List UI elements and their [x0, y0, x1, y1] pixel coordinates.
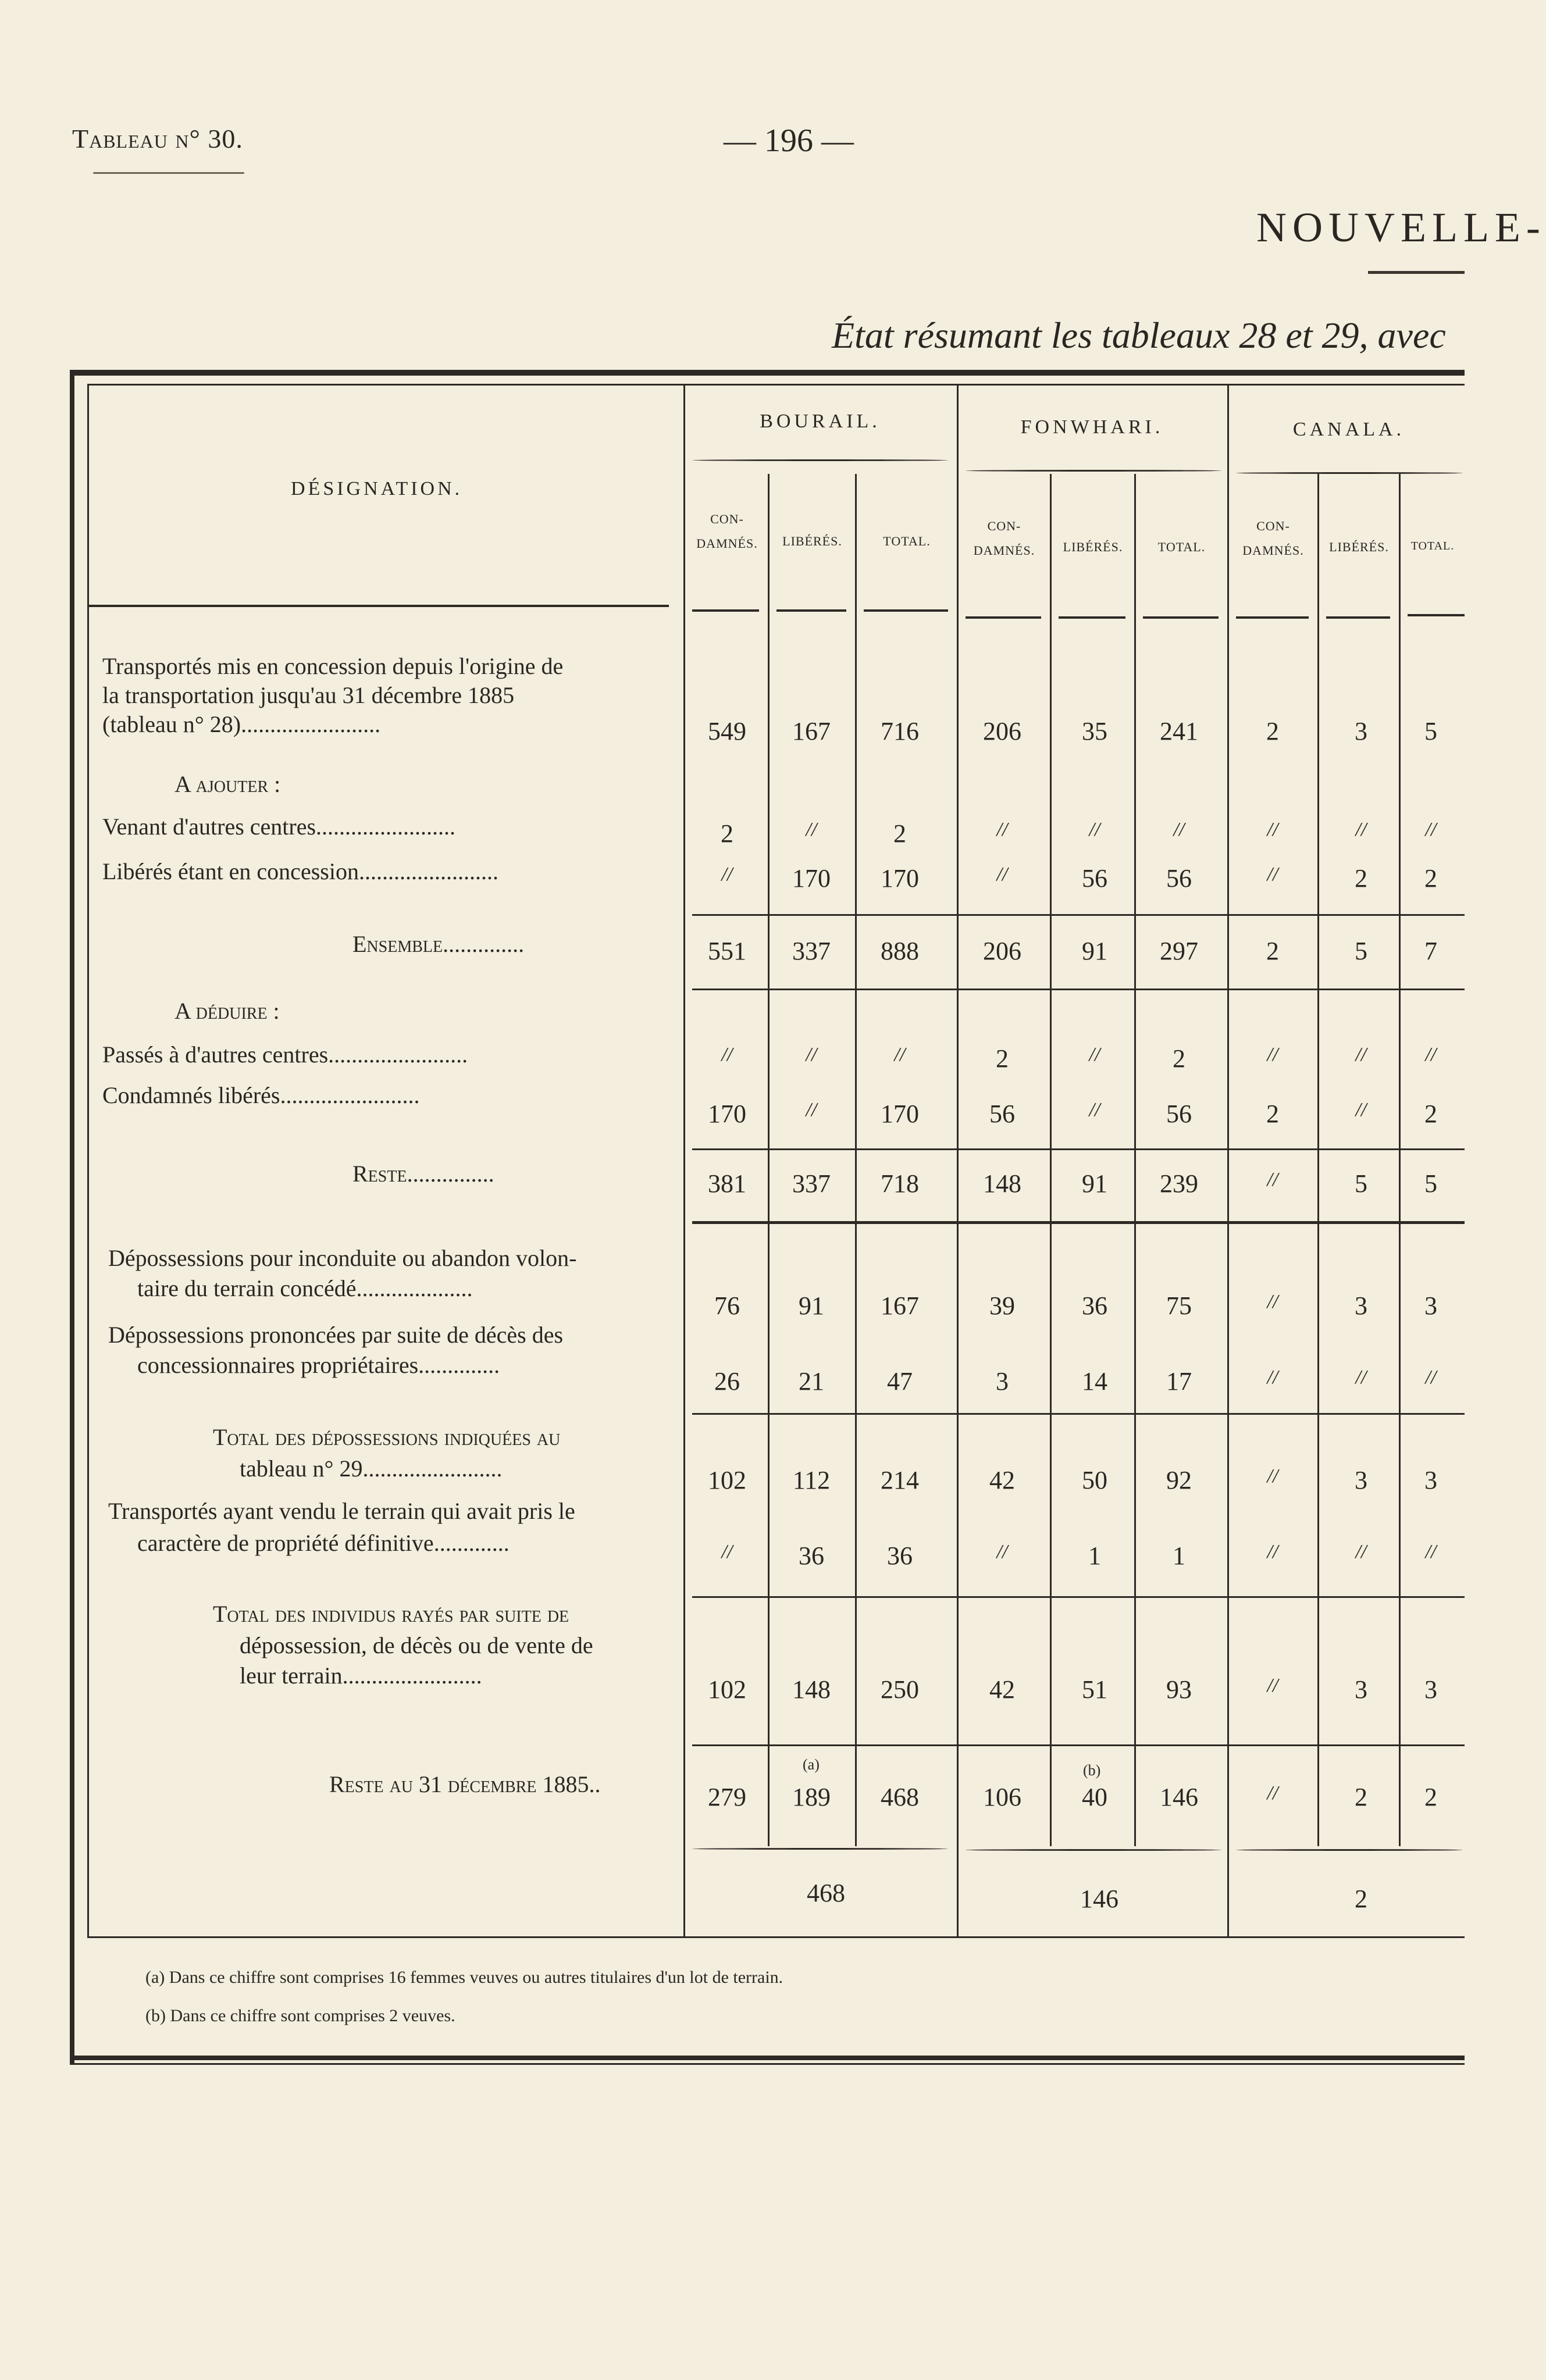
designation-left-line [87, 384, 89, 1936]
group-header-bourail: BOURAIL. [760, 411, 881, 432]
table-cell: // [996, 1541, 1008, 1562]
sub-header-total: TOTAL. [883, 534, 931, 548]
col-line [683, 384, 685, 1936]
table-cell: 170 [881, 1100, 919, 1128]
table-cell: 36 [887, 1542, 913, 1570]
table-label-rule [93, 172, 244, 174]
subtotal-rule [692, 1148, 1465, 1150]
table-cell: 56 [1082, 864, 1107, 893]
table-cell: 337 [792, 937, 831, 965]
col-dash [1408, 614, 1465, 616]
table-cell: 551 [708, 937, 746, 965]
table-subtitle: État résumant les tableaux 28 et 29, avec [832, 315, 1446, 356]
col-line [1317, 474, 1319, 1846]
row-label: tableau n° 29........................ [240, 1455, 503, 1482]
table-cell: // [1355, 1099, 1367, 1121]
table-cell: // [894, 1044, 906, 1065]
table-cell: 718 [881, 1169, 919, 1198]
table-cell: // [1089, 819, 1100, 840]
table-cell: // [1355, 819, 1367, 840]
table-cell: 2 [1355, 864, 1367, 893]
table-cell: 40 [1082, 1783, 1107, 1811]
brace-total-canala [1236, 1849, 1463, 1851]
table-cell: // [721, 1541, 733, 1562]
table-cell: // [721, 1044, 733, 1065]
subtotal-rule [692, 1744, 1465, 1746]
row-label: Dépossessions pour inconduite ou abandon volon- [108, 1245, 577, 1271]
row-label-reste: Reste............... [352, 1161, 494, 1187]
table-cell: 91 [1082, 1169, 1107, 1198]
row-label-ensemble: Ensemble.............. [352, 931, 525, 957]
table-cell: 47 [887, 1367, 913, 1396]
table-cell: 2 [1266, 937, 1279, 965]
table-cell: 102 [708, 1466, 746, 1494]
table-cell: 241 [1160, 717, 1198, 745]
designation-header: DÉSIGNATION. [291, 478, 463, 499]
table-cell: 14 [1082, 1367, 1107, 1396]
sub-header-liberes: LIBÉRÉS. [1063, 540, 1123, 554]
table-cell: 56 [989, 1100, 1015, 1128]
table-cell: // [1267, 1169, 1278, 1190]
table-cell: 337 [792, 1169, 831, 1198]
table-cell: 2 [1424, 864, 1437, 893]
table-cell: 56 [1166, 1100, 1192, 1128]
table-cell: 250 [881, 1675, 919, 1704]
table-cell: // [1355, 1044, 1367, 1065]
table-cell: 21 [799, 1367, 824, 1396]
table-cell: 5 [1355, 937, 1367, 965]
table-cell: 93 [1166, 1675, 1192, 1704]
page-bottom-rule [70, 2056, 1465, 2060]
table-cell: 102 [708, 1675, 746, 1704]
table-cell: 3 [1424, 1675, 1437, 1704]
table-cell: 35 [1082, 717, 1107, 745]
table-cell: 1 [1088, 1542, 1101, 1570]
col-dash [966, 616, 1041, 619]
table-cell: 167 [792, 717, 831, 745]
table-cell: 148 [983, 1169, 1021, 1198]
table-cell: // [1267, 1782, 1278, 1804]
table-cell: // [1267, 1465, 1278, 1487]
subtotal-rule [692, 1413, 1465, 1415]
note-mark-b: (b) [1083, 1762, 1101, 1779]
table-cell: // [1355, 1366, 1367, 1388]
table-cell: 1 [1173, 1542, 1185, 1570]
sub-header-condamnes: CON- DAMNÉS. [973, 519, 1035, 558]
table-cell: 5 [1355, 1169, 1367, 1198]
table-cell: 91 [799, 1291, 824, 1320]
table-cell: 3 [1355, 717, 1367, 745]
table-cell: // [806, 1099, 817, 1121]
page-number: — 196 — [724, 123, 854, 159]
row-label: taire du terrain concédé.................... [137, 1275, 473, 1301]
region-rule [1368, 271, 1465, 274]
table-cell: // [1425, 819, 1437, 840]
subtotal-rule [692, 1596, 1465, 1598]
brace-bourail [692, 459, 948, 461]
table-cell: 5 [1424, 1169, 1437, 1198]
table-cell: 239 [1160, 1169, 1198, 1198]
sub-header-condamnes: CON- DAMNÉS. [696, 512, 758, 551]
section-label-add: A ajouter : [174, 771, 281, 797]
table-frame [70, 370, 1469, 2063]
table-cell: 214 [881, 1466, 919, 1494]
table-cell: 7 [1424, 937, 1437, 965]
table-cell: 549 [708, 717, 746, 745]
header-bottom-rule [87, 605, 669, 607]
region-title: NOUVELLE- [1256, 204, 1546, 251]
table-cell: 2 [996, 1044, 1009, 1073]
table-cell: 2 [1424, 1100, 1437, 1128]
table-cell: 206 [983, 717, 1021, 745]
table-cell: 170 [708, 1100, 746, 1128]
row-label: caractère de propriété définitive............. [137, 1530, 510, 1556]
table-cell: // [1267, 1044, 1278, 1065]
table-cell: 17 [1166, 1367, 1192, 1396]
row-label: Dépossessions prononcées par suite de décès des [108, 1322, 564, 1348]
row-label: Venant d'autres centres........................ [102, 813, 456, 840]
table-cell: 3 [1355, 1466, 1367, 1494]
table-cell: 75 [1166, 1291, 1192, 1320]
table-cell: 3 [1355, 1291, 1367, 1320]
table-cell: 36 [799, 1542, 824, 1570]
table-cell: 42 [989, 1466, 1015, 1494]
table-cell: 888 [881, 937, 919, 965]
table-cell: // [996, 819, 1008, 840]
table-cell: // [1425, 1541, 1437, 1562]
table-cell: // [996, 863, 1008, 885]
col-dash [1236, 616, 1309, 619]
table-cell: 3 [1424, 1291, 1437, 1320]
table-top-rule-inner [87, 384, 1465, 386]
table-cell: // [1173, 819, 1185, 840]
row-label: leur terrain........................ [240, 1662, 482, 1689]
row-label: la transportation jusqu'au 31 décembre 1885 [102, 682, 515, 708]
table-cell: 76 [714, 1291, 740, 1320]
table-cell: 3 [1355, 1675, 1367, 1704]
table-cell: 56 [1166, 864, 1192, 893]
table-cell: // [1267, 819, 1278, 840]
sub-header-condamnes: CON- DAMNÉS. [1242, 519, 1304, 558]
table-cell: 2 [721, 819, 733, 848]
subtotal-rule [692, 989, 1465, 990]
footnote-b: (b) Dans ce chiffre sont comprises 2 veuves. [145, 2006, 455, 2025]
table-cell: 189 [792, 1783, 831, 1811]
col-dash [1143, 616, 1219, 619]
table-cell: 5 [1424, 717, 1437, 745]
col-line [768, 474, 770, 1846]
col-line [1050, 474, 1052, 1846]
table-bottom-rule [87, 1936, 1465, 1938]
row-label: Total des individus rayés par suite de [213, 1601, 569, 1627]
col-dash [1326, 616, 1390, 619]
table-cell: 170 [881, 864, 919, 893]
row-label: Libérés étant en concession........................ [102, 858, 498, 884]
row-label: (tableau n° 28)........................ [102, 711, 381, 737]
table-cell: 2 [893, 819, 906, 848]
grand-total-bourail: 468 [807, 1879, 845, 1907]
table-cell: 26 [714, 1367, 740, 1396]
table-cell: 50 [1082, 1466, 1107, 1494]
table-cell: // [1089, 1099, 1100, 1121]
table-cell: 3 [996, 1367, 1009, 1396]
table-cell: 2 [1424, 1783, 1437, 1811]
table-cell: // [806, 1044, 817, 1065]
table-cell: 206 [983, 937, 1021, 965]
table-cell: // [1355, 1541, 1367, 1562]
table-label [72, 123, 243, 154]
table-cell: // [1267, 1291, 1278, 1312]
group-header-fonwhari: FONWHARI. [1020, 416, 1164, 438]
col-line [1134, 474, 1136, 1846]
table-cell: // [1425, 1044, 1437, 1065]
brace-total-fonwhari [966, 1849, 1221, 1851]
table-label-text: Tableau n° 30. [72, 124, 243, 154]
row-label: Passés à d'autres centres........................ [102, 1041, 468, 1068]
grand-total-canala: 2 [1355, 1885, 1367, 1913]
table-cell: 92 [1166, 1466, 1192, 1494]
table-cell: 39 [989, 1291, 1015, 1320]
table-cell: 2 [1355, 1783, 1367, 1811]
table-cell: // [1089, 1044, 1100, 1065]
table-cell: // [1425, 1366, 1437, 1388]
table-cell: 106 [983, 1783, 1021, 1811]
table-cell: // [721, 863, 733, 885]
row-label: Transportés mis en concession depuis l'origine de [102, 653, 564, 679]
footnote-a: (a) Dans ce chiffre sont comprises 16 femmes veuves ou autres titulaires d'un lot de terrain. [145, 1968, 783, 1987]
col-line [957, 384, 959, 1936]
sub-header-total: TOTAL. [1157, 540, 1206, 554]
col-dash [1059, 616, 1125, 619]
table-cell: 36 [1082, 1291, 1107, 1320]
table-cell: 148 [792, 1675, 831, 1704]
table-cell: 170 [792, 864, 831, 893]
table-cell: 279 [708, 1783, 746, 1811]
page-bottom-rule-2 [70, 2063, 1465, 2065]
col-line [1399, 474, 1401, 1846]
section-label-deduct: A déduire : [174, 998, 280, 1024]
col-dash [692, 609, 759, 612]
table-cell: 297 [1160, 937, 1198, 965]
table-cell: // [1267, 1675, 1278, 1696]
subtotal-rule [692, 914, 1465, 916]
sub-header-total: TOTAL. [1410, 540, 1455, 552]
sub-header-liberes: LIBÉRÉS. [782, 534, 842, 548]
row-label: concessionnaires propriétaires.............. [137, 1352, 500, 1378]
row-label: dépossession, de décès ou de vente de [240, 1632, 593, 1658]
table-cell: // [1267, 1366, 1278, 1388]
table-top-rule [70, 370, 1465, 376]
table-cell: 2 [1173, 1044, 1185, 1073]
row-label: Transportés ayant vendu le terrain qui avait pris le [108, 1498, 575, 1524]
table-cell: 146 [1160, 1783, 1198, 1811]
table-cell: 167 [881, 1291, 919, 1320]
sub-header-liberes: LIBÉRÉS. [1329, 540, 1389, 554]
brace-canala [1236, 472, 1463, 474]
table-cell: 2 [1266, 1100, 1279, 1128]
brace-fonwhari [966, 470, 1221, 472]
table-cell: 468 [881, 1783, 919, 1811]
table-cell: 91 [1082, 937, 1107, 965]
table-cell: 381 [708, 1169, 746, 1198]
group-header-canala: CANALA. [1292, 419, 1405, 440]
brace-total-bourail [692, 1848, 948, 1850]
col-dash [864, 609, 948, 612]
col-line [1227, 384, 1229, 1936]
grand-total-fonwhari: 146 [1080, 1885, 1118, 1913]
table-cell: 3 [1424, 1466, 1437, 1494]
table-cell: 42 [989, 1675, 1015, 1704]
col-dash [776, 609, 846, 612]
row-label-final: Reste au 31 décembre 1885.. [329, 1771, 601, 1797]
table-cell: 51 [1082, 1675, 1107, 1704]
table-cell: // [806, 819, 817, 840]
subtotal-rule [692, 1221, 1465, 1224]
table-cell: 716 [881, 717, 919, 745]
table-cell: // [1267, 863, 1278, 885]
table-cell: // [1267, 1541, 1278, 1562]
note-mark-a: (a) [803, 1756, 820, 1773]
row-label: Condamnés libérés........................ [102, 1082, 420, 1108]
table-cell: 112 [792, 1466, 831, 1494]
table-cell: 2 [1266, 717, 1279, 745]
col-line [855, 474, 857, 1846]
row-label: Total des dépossessions indiquées au [213, 1424, 561, 1450]
